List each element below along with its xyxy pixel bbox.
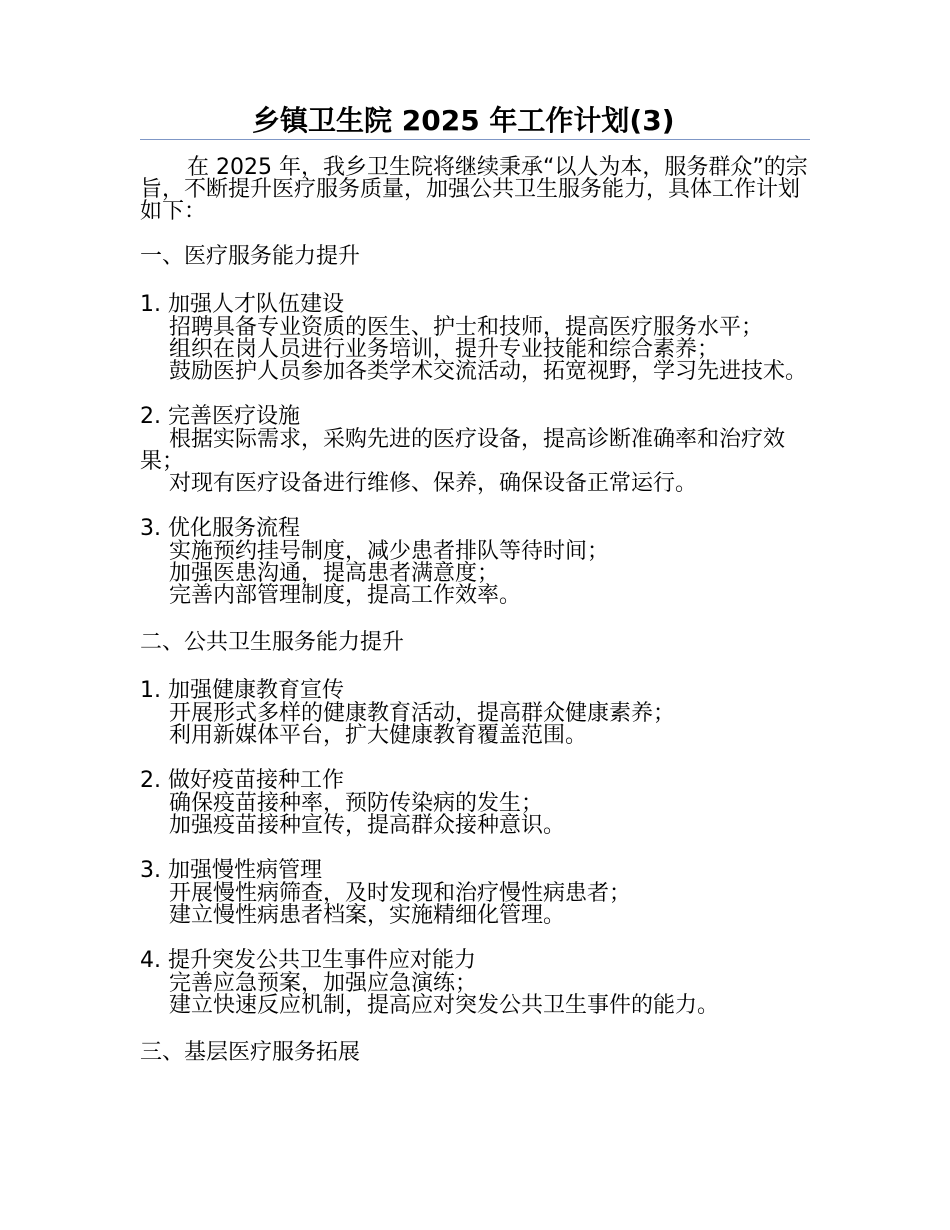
group-heading: 1. 加强人才队伍建设 xyxy=(140,292,344,317)
group-service-process xyxy=(140,517,810,607)
group-heading: 2. 完善医疗设施 xyxy=(140,404,300,429)
group-heading: 1. 加强健康教育宣传 xyxy=(140,678,344,703)
section-heading: 二、公共卫生服务能力提升 xyxy=(140,630,405,655)
section-heading: 一、医疗服务能力提升 xyxy=(140,244,361,269)
list-item: 实施预约挂号制度，减少患者排队等待时间； xyxy=(169,539,610,564)
list-item: 确保疫苗接种率，预防传染病的发生； xyxy=(169,791,544,816)
group-chronic-disease xyxy=(140,859,810,927)
list-item: 开展形式多样的健康教育活动，提高群众健康素养； xyxy=(169,701,676,726)
group-heading: 4. 提升突发公共卫生事件应对能力 xyxy=(140,948,476,973)
section-primary-care xyxy=(140,1039,810,1067)
list-item: 组织在岗人员进行业务培训，提升专业技能和综合素养； xyxy=(169,337,720,362)
document-title: 乡镇卫生院 2025 年工作计划(3) xyxy=(252,104,675,137)
section-medical-service xyxy=(140,243,810,607)
group-heading: 2. 做好疫苗接种工作 xyxy=(140,768,344,793)
group-medical-facilities xyxy=(140,405,810,495)
list-item: 招聘具备专业资质的医生、护士和技师，提高医疗服务水平； xyxy=(169,315,764,340)
group-talent-team xyxy=(140,293,810,383)
group-heading: 3. 优化服务流程 xyxy=(140,516,300,541)
group-health-education xyxy=(140,679,810,747)
title-underline xyxy=(140,139,810,140)
section-heading: 三、基层医疗服务拓展 xyxy=(140,1040,361,1065)
list-item: 鼓励医护人员参加各类学术交流活动，拓宽视野，学习先进技术。 xyxy=(169,359,808,384)
list-item: 建立慢性病患者档案，实施精细化管理。 xyxy=(169,903,566,928)
group-vaccination xyxy=(140,769,810,837)
list-item: 完善内部管理制度，提高工作效率。 xyxy=(169,583,522,608)
list-item: 根据实际需求，采购先进的医疗设备，提高诊断准确率和治疗效果； xyxy=(140,427,786,474)
group-heading: 3. 加强慢性病管理 xyxy=(140,858,322,883)
document-page xyxy=(140,104,810,1089)
list-item: 完善应急预案，加强应急演练； xyxy=(169,971,478,996)
group-emergency-response xyxy=(140,949,810,1017)
list-item: 对现有医疗设备进行维修、保养，确保设备正常运行。 xyxy=(169,471,698,496)
list-item: 加强疫苗接种宣传，提高群众接种意识。 xyxy=(169,813,566,838)
list-item: 开展慢性病筛查，及时发现和治疗慢性病患者； xyxy=(169,881,632,906)
list-item: 建立快速反应机制，提高应对突发公共卫生事件的能力。 xyxy=(169,993,720,1018)
intro-paragraph: 在 2025 年，我乡卫生院将继续秉承“以人为本，服务群众”的宗旨，不断提升医疗服务质量，加强公共卫生服务能力，具体工作计划如下： xyxy=(140,155,808,224)
list-item: 加强医患沟通，提高患者满意度； xyxy=(169,561,500,586)
section-public-health xyxy=(140,629,810,1017)
list-item: 利用新媒体平台，扩大健康教育覆盖范围。 xyxy=(169,723,588,748)
